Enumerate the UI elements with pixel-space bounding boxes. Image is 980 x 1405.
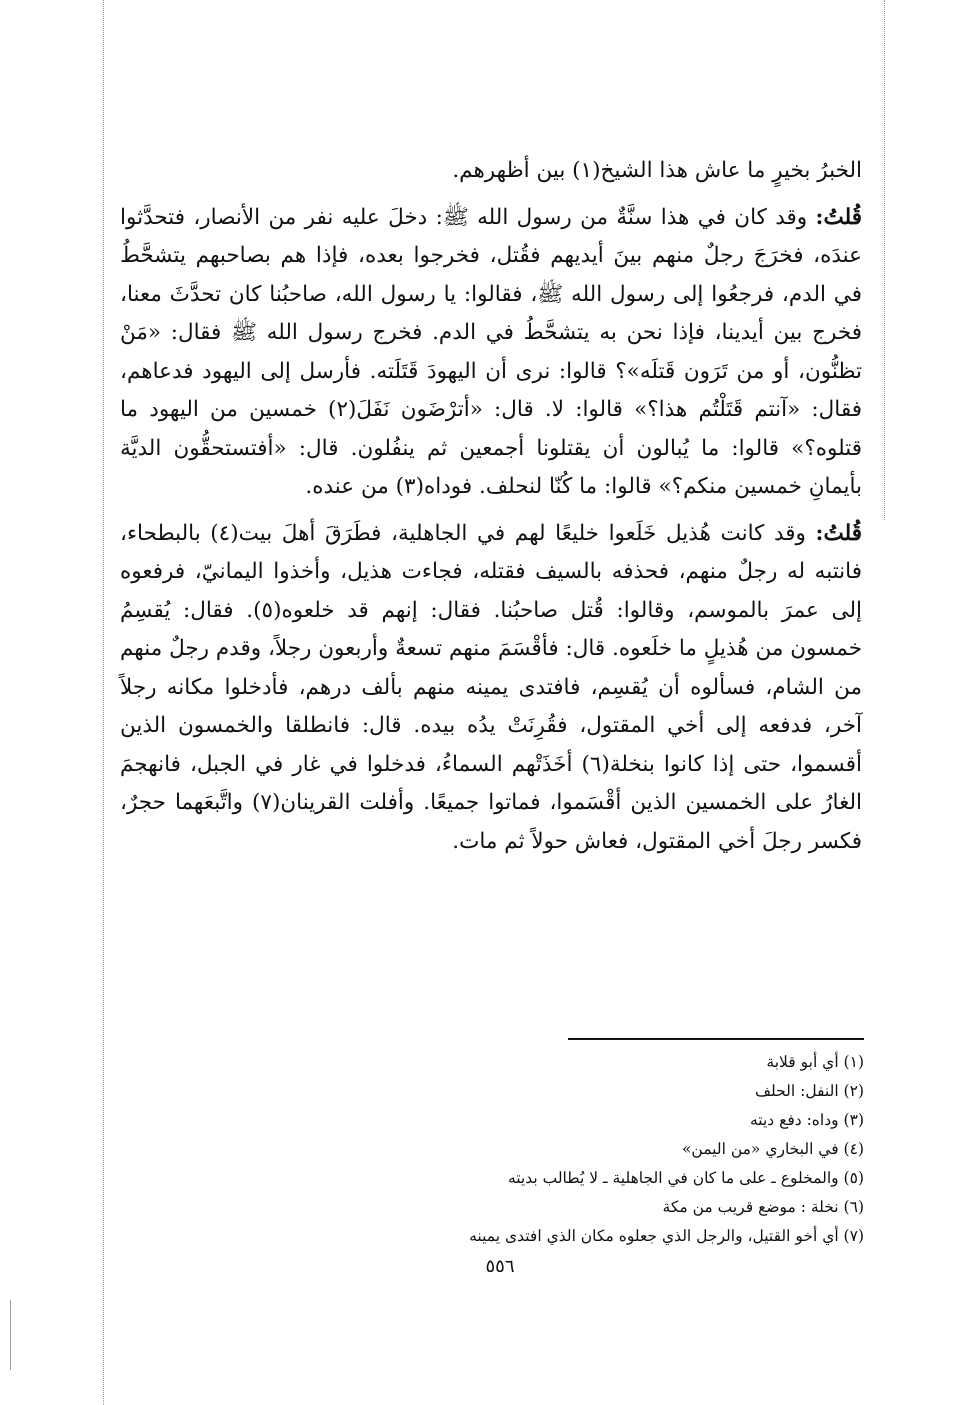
paragraph-text: وقد كان في هذا سنَّةٌ من رسول الله ﷺ: دخلَ عليه نفر من الأنصار، فتحدَّثوا عندَه، فخرَجَ رجلٌ منهم بينَ أيديهم فقُتل، فخرجوا بعده، فإذا هم بصاحبهم يتشحَّطُ في الدم، فرجعُوا إلى رسول الله ﷺ، فقالوا: يا رسول الله، صاحبُنا كان تحدَّثَ معنا، فخرج بين أيدينا، فإذا نحن به يتشحَّطُ في الدم. فخرج رسول الله ﷺ فقال: «مَنْ تظنُّون، أو من تَرَون قَتلَه»؟ قالوا: نرى أن اليهودَ قَتَلَته. فأرسل إلى اليهود فدعاهم، فقال: «آنتم قَتَلْتُم هذا؟» قالوا: لا. قال: «أترْضَون نَفَلَ(٢) خمسين من اليهود ما قتلوه؟» قالوا: ما يُبالون أن يقتلونا أجمعين ثم ينفُلون. قال: «أفتستحقُّون الديَّة بأيمانِ خمسين منكم؟» قالوا: ما كُنّا لنحلف. فوداه(٣) من عنده. <box>120 204 862 499</box>
footnote-7: (٧) أي أخو القتيل، والرجل الذي جعلوه مكان الذي افتدى يمينه <box>469 1227 864 1245</box>
footnotes <box>300 1048 864 1251</box>
scan-edge-line-left <box>103 0 104 1405</box>
paragraph-lead: قُلتُ: <box>815 204 862 230</box>
page-number: ٥٥٦ <box>485 1256 515 1277</box>
paragraph-1 <box>120 152 862 191</box>
footnote-1: (١) أي أبو قلابة <box>766 1053 864 1071</box>
footnote-3: (٣) وداه: دفع ديته <box>749 1111 864 1129</box>
paragraph-text: الخبرُ بخيرٍ ما عاش هذا الشيخ(١) بين أظهرهم. <box>452 158 862 183</box>
scan-mark-left <box>10 1300 11 1370</box>
footnote-5: (٥) والمخلوع ـ على ما كان في الجاهلية ـ لا يُطالب بديته <box>507 1169 864 1187</box>
footnote-6: (٦) نخلة : موضع قريب من مكة <box>662 1198 864 1216</box>
paragraph-2 <box>120 199 862 507</box>
paragraph-lead: قُلتُ: <box>815 520 862 546</box>
footnote-2: (٢) النفل: الحلف <box>754 1082 864 1100</box>
main-text <box>120 152 862 869</box>
paragraph-text: وقد كانت هُذيل خَلَعوا خليعًا لهم في الجاهلية، فطَرَقَ أهلَ بيت(٤) بالبطحاء، فانتبه له رجلٌ منهم، فحذفه بالسيف فقتله، فجاءت هذيل، وأخذوا اليمانيّ، فرفعوه إلى عمرَ بالموسم، وقالوا: قُتل صاحبُنا. فقال: إنهم قد خلعوه(٥). فقال: يُقسِمُ خمسون من هُذيلٍ ما خلَعوه. قال: فأقْسَمَ منهم تسعةٌ وأربعون رجلاً، وقدم رجلٌ منهم من الشام، فسألوه أن يُقسِم، فافتدى يمينه منهم بألف درهم، فأدخلوا مكانه رجلاً آخر، فدفعه إلى أخي المقتول، فقُرِنَتْ يدُه بيده. قال: فانطلقا والخمسون الذين أقسموا، حتى إذا كانوا بنخلة(٦) أخَذَتْهم السماءُ، فدخلوا في غار في الجبل، فانهجمَ الغارُ على الخمسين الذين أقْسَموا، فماتوا جميعًا. وأفلت القرينان(٧) واتَّبعَهما حجرٌ، فكسر رجلَ أخي المقتول، فعاش حولاً ثم مات. <box>120 520 863 854</box>
footnote-divider <box>568 1038 864 1040</box>
footnote-4: (٤) في البخاري «من اليمن» <box>681 1140 864 1158</box>
scan-edge-line-right <box>884 0 885 520</box>
paragraph-3 <box>120 515 862 862</box>
